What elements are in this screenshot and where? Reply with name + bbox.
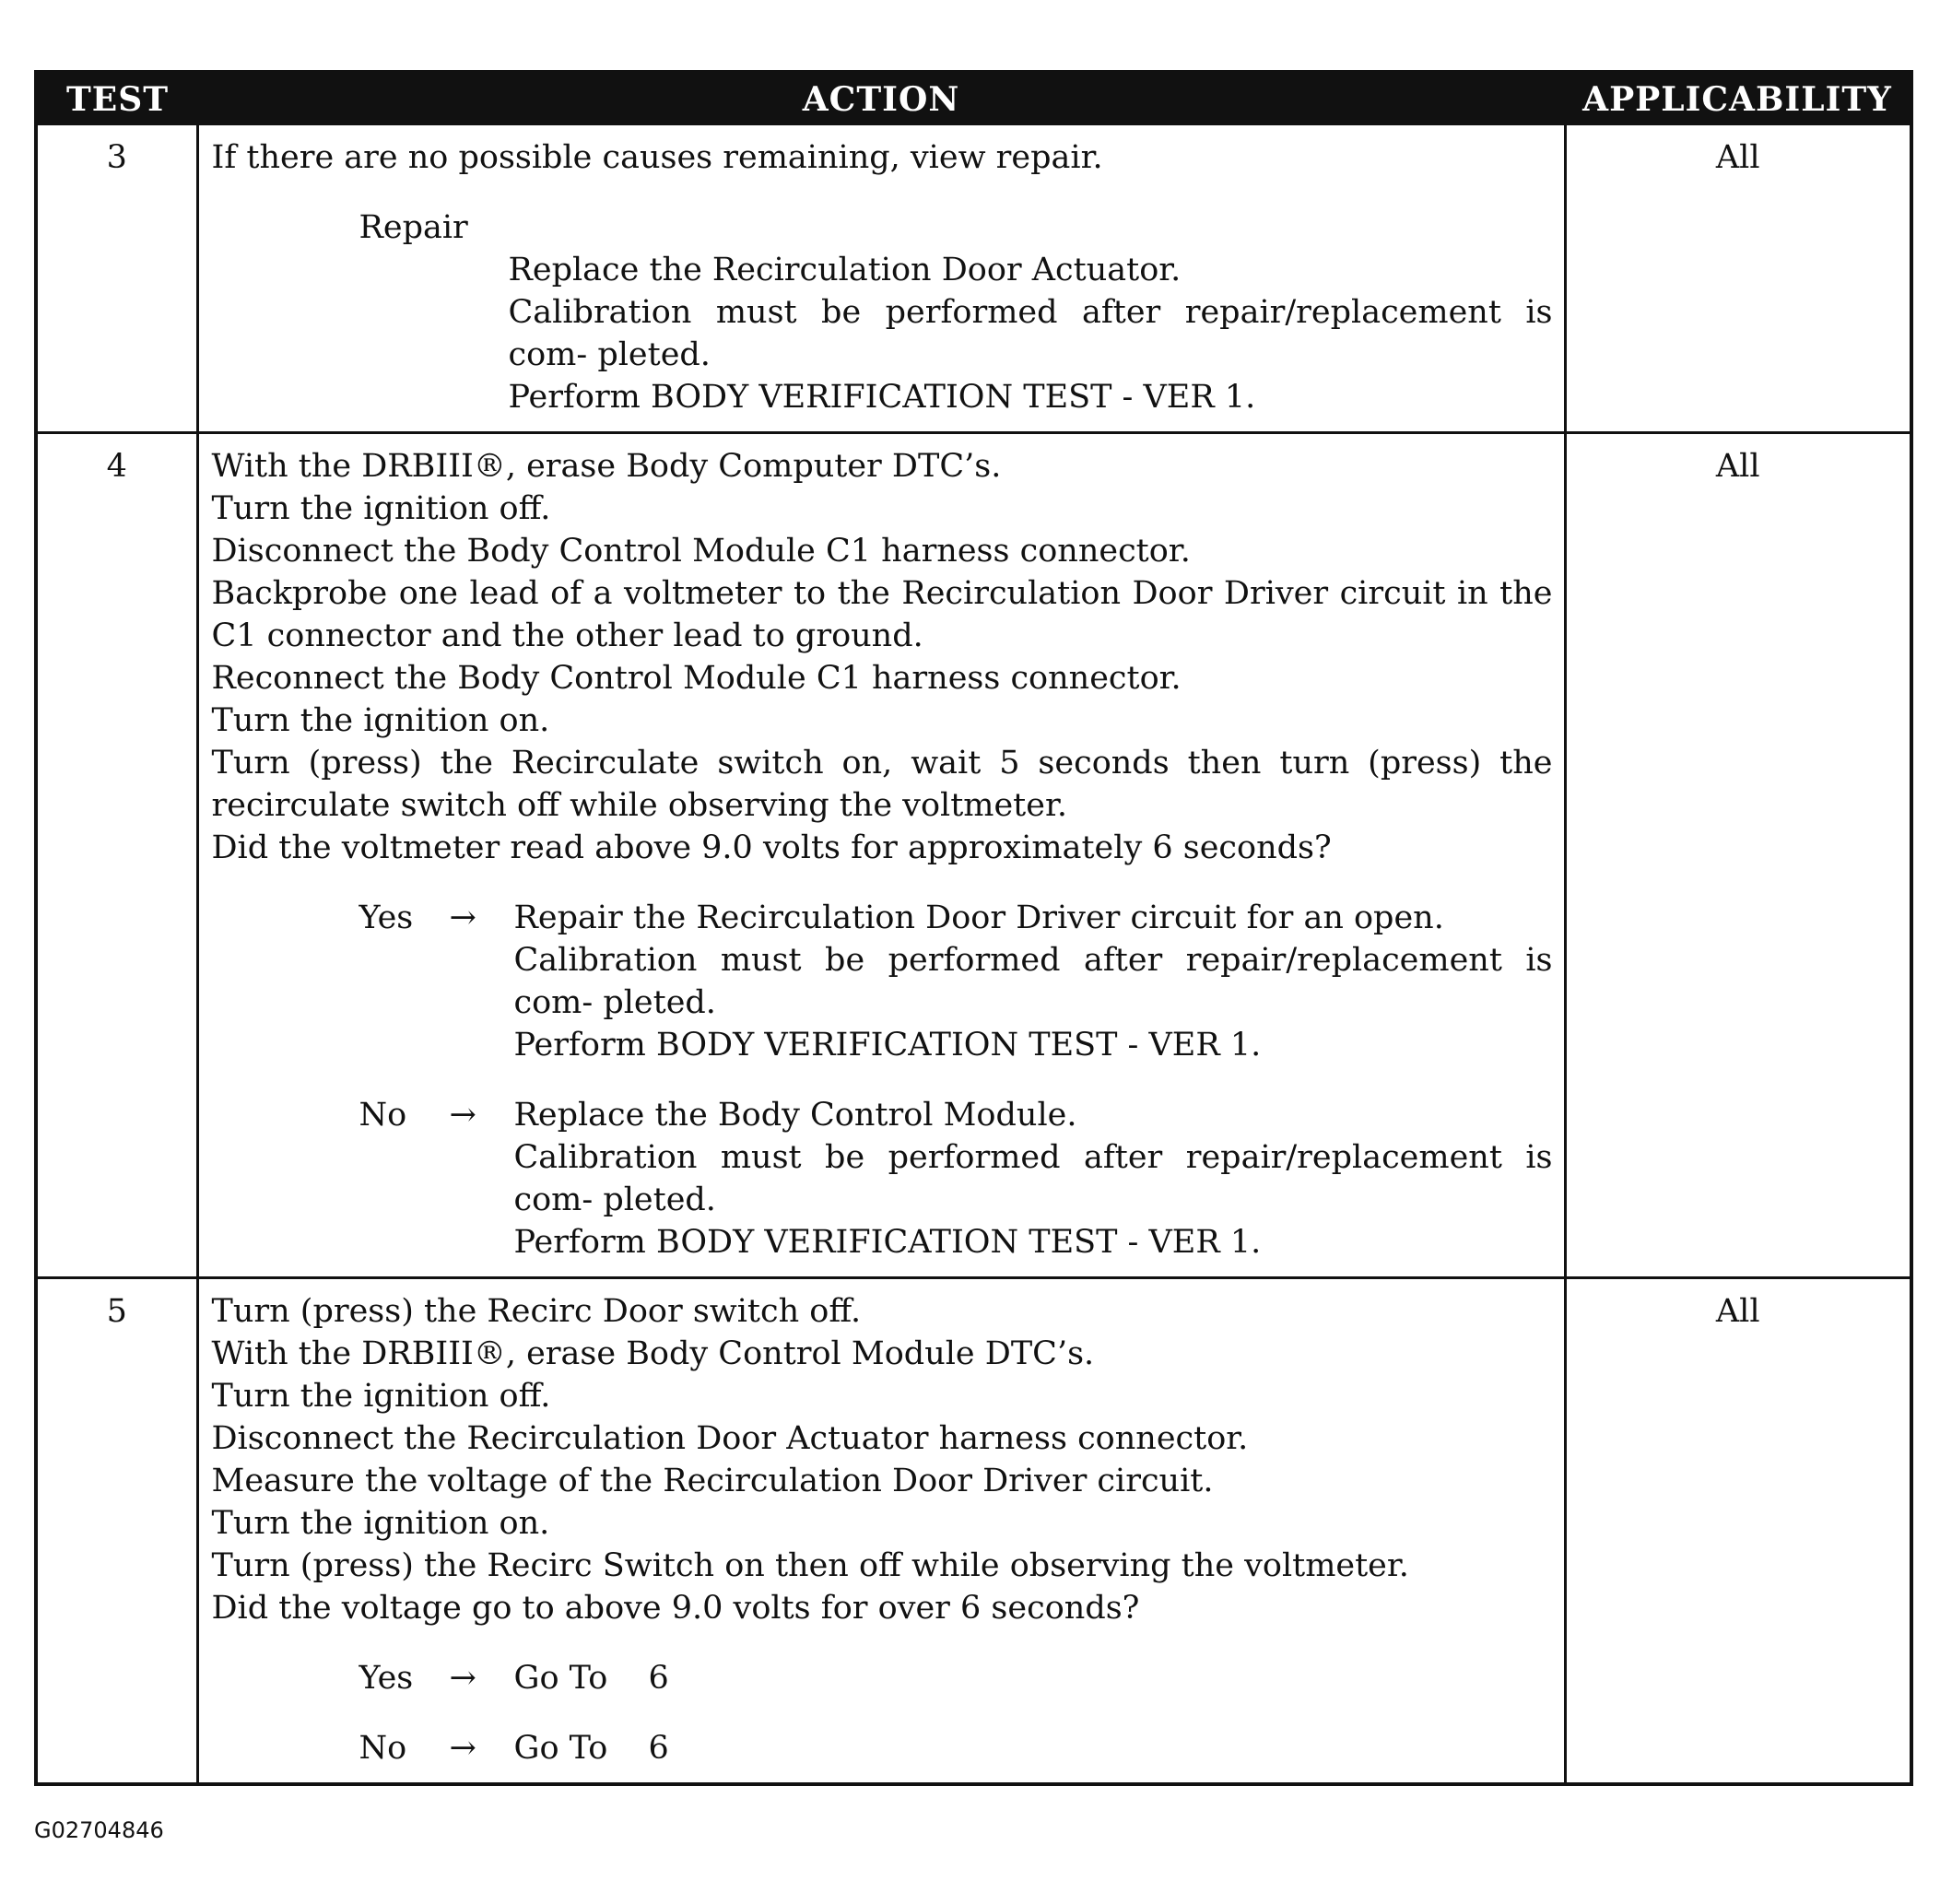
applicability-value: All — [1565, 1278, 1910, 1783]
repair-step: Perform BODY VERIFICATION TEST - VER 1. — [508, 379, 1256, 416]
column-header-test: TEST — [38, 74, 197, 125]
result-step: Repair the Recirculation Door Driver circuit for an open. — [513, 899, 1444, 936]
test-number: 3 — [38, 125, 197, 433]
no-branch — [212, 1094, 1553, 1263]
action-step: Turn the ignition off. — [211, 1378, 551, 1415]
right-arrow-icon: → — [449, 1730, 476, 1767]
repair-block — [212, 206, 1553, 418]
yes-label: Yes — [359, 899, 414, 936]
yes-branch — [212, 1657, 1553, 1699]
right-arrow-icon: → — [449, 1097, 476, 1134]
action-step: Reconnect the Body Control Module C1 harness connector. — [211, 660, 1182, 697]
action-step: Disconnect the Recirculation Door Actuator harness connector. — [211, 1420, 1249, 1457]
action-step: Backprobe one lead of a voltmeter to the Recirculation Door Driver circuit in the C1 connector and the other lead to ground. — [211, 575, 1553, 654]
action-step: Turn (press) the Recirc Switch on then off while observing the voltmeter. — [211, 1547, 1409, 1584]
right-arrow-icon: → — [449, 1660, 476, 1697]
result-step: Perform BODY VERIFICATION TEST - VER 1. — [513, 1224, 1262, 1261]
action-step: Disconnect the Body Control Module C1 harness connector. — [211, 533, 1191, 570]
table-row — [38, 125, 1910, 433]
applicability-value: All — [1565, 125, 1910, 433]
repair-step: Replace the Recirculation Door Actuator. — [508, 252, 1182, 288]
figure-id: G02704846 — [34, 1817, 164, 1843]
action-step: Turn the ignition on. — [211, 702, 550, 739]
repair-step: Calibration must be performed after repair/replacement is com- pleted. — [508, 294, 1553, 373]
diagnostic-table — [34, 70, 1913, 1786]
result-step: Perform BODY VERIFICATION TEST - VER 1. — [513, 1027, 1262, 1064]
action-question: Did the voltage go to above 9.0 volts for over 6 seconds? — [211, 1590, 1140, 1627]
column-header-action: ACTION — [197, 74, 1565, 125]
no-label: No — [359, 1730, 407, 1767]
repair-body — [509, 249, 1553, 418]
yes-branch — [212, 897, 1553, 1066]
test-number: 5 — [38, 1278, 197, 1783]
repair-label: Repair — [359, 209, 468, 246]
action-step: Turn the ignition on. — [211, 1505, 550, 1542]
test-number: 4 — [38, 433, 197, 1278]
action-step: With the DRBIII®, erase Body Control Module DTC’s. — [211, 1335, 1095, 1372]
applicability-value: All — [1565, 433, 1910, 1278]
no-label: No — [359, 1097, 407, 1134]
goto-text: Go To — [513, 1660, 608, 1697]
action-step: If there are no possible causes remaining, view repair. — [211, 139, 1103, 176]
action-cell — [197, 1278, 1565, 1783]
no-branch — [212, 1727, 1553, 1769]
table-row — [38, 1278, 1910, 1783]
action-cell — [197, 125, 1565, 433]
action-step: Measure the voltage of the Recirculation Door Driver circuit. — [211, 1463, 1214, 1499]
result-step: Replace the Body Control Module. — [513, 1097, 1077, 1134]
no-result — [514, 1094, 1553, 1263]
action-cell — [197, 433, 1565, 1278]
table-header-row — [38, 74, 1910, 125]
goto-target[interactable]: 6 — [648, 1660, 669, 1697]
table-row — [38, 433, 1910, 1278]
action-step: Turn (press) the Recirc Door switch off. — [211, 1293, 862, 1330]
result-step: Calibration must be performed after repair/replacement is com- pleted. — [513, 1139, 1553, 1218]
result-step: Calibration must be performed after repair/replacement is com- pleted. — [513, 942, 1553, 1021]
column-header-applicability: APPLICABILITY — [1565, 74, 1910, 125]
yes-label: Yes — [359, 1660, 414, 1697]
action-step: Turn the ignition off. — [211, 490, 551, 527]
action-step: Turn (press) the Recirculate switch on, wait 5 seconds then turn (press) the recirculate switch off while observing the voltmeter. — [211, 745, 1553, 824]
yes-result — [514, 897, 1553, 1066]
right-arrow-icon: → — [449, 899, 476, 936]
action-step: With the DRBIII®, erase Body Computer DTC’s. — [211, 448, 1002, 485]
goto-text: Go To — [513, 1730, 608, 1767]
goto-target[interactable]: 6 — [648, 1730, 669, 1767]
action-question: Did the voltmeter read above 9.0 volts for approximately 6 seconds? — [211, 829, 1332, 866]
